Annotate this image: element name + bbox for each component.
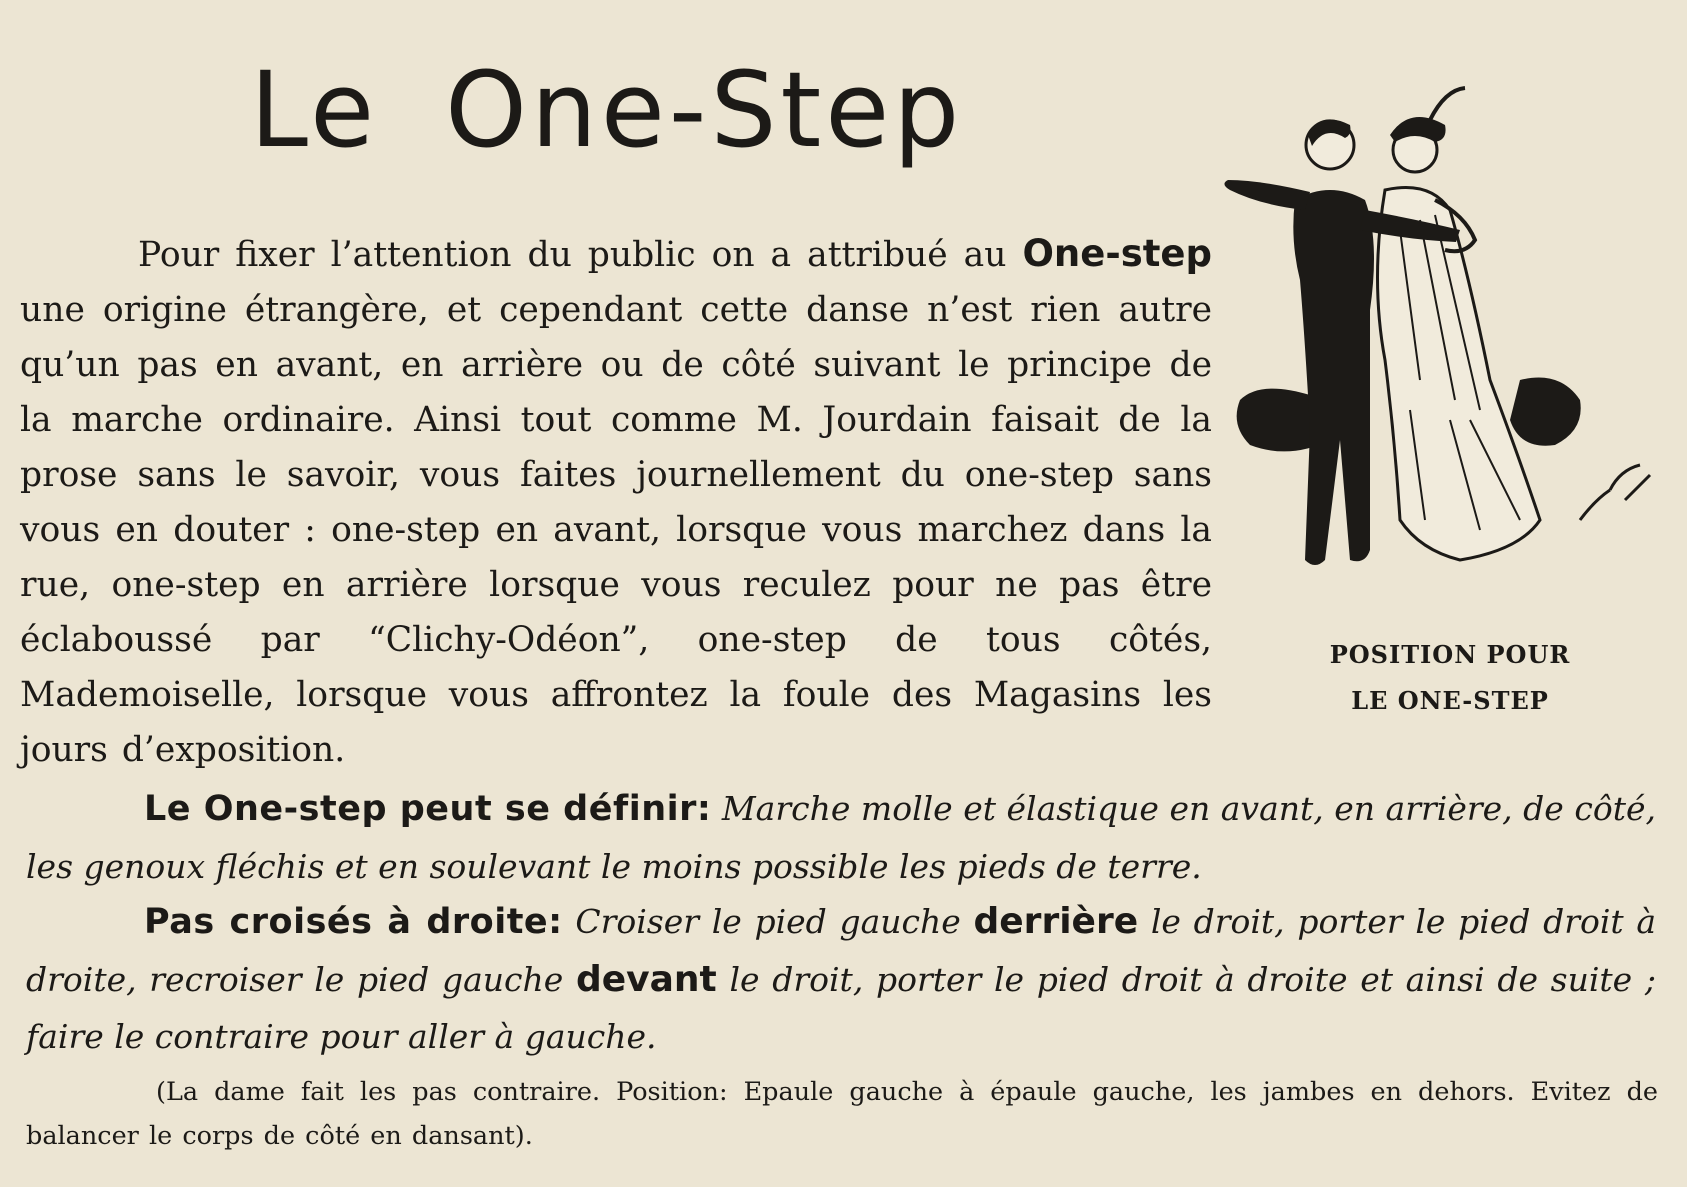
dancing-couple-illustration (1220, 80, 1660, 700)
crossed-steps-part-2: le droit, porter le pied droit à droite, recroiser le pied gauche (26, 902, 1657, 999)
definition-text: Marche molle et élastique en avant, en arrière, de côté, les genoux fléchis et en soulevant le moins possible les pieds de terre. (26, 789, 1656, 886)
intro-text-after: une origine étrangère, et cependant cette danse n’est rien autre qu’un pas en avant, en arrière ou de côté suivant le principe de la marche ordinaire. Ainsi tout comme M. Jourdain faisait de la prose sans le savoir, vous faites journellement du one-step sans vous en douter : one-step en avant, lorsque vous marchez dans la rue, one-step en arrière lorsque vous reculez pour ne pas être éclaboussé par “Clichy-Odéon”, one-step de tous côtés, Mademoiselle, lorsque vous affrontez la foule des Magasins les jours d’exposition. (20, 290, 1212, 770)
caption-line-1: POSITION POUR (1329, 640, 1571, 669)
crossed-steps-lead: Pas croisés à droite: (144, 902, 563, 942)
footnote: (La dame fait les pas contraire. Position: Epaule gauche à épaule gauche, les jambes en dehors. Evitez de balancer le corps de côté en dansant). (26, 1077, 1658, 1151)
crossed-steps-bold-1: derrière (973, 901, 1139, 942)
crossed-steps-bold-2: devant (575, 959, 717, 1000)
caption-line-2: LE ONE-STEP (1351, 686, 1549, 715)
figure-caption (1250, 632, 1650, 724)
definition-lead: Le One-step peut se définir: (144, 789, 712, 829)
crossed-steps-paragraph (26, 893, 1656, 1065)
definition-paragraph (26, 780, 1656, 895)
intro-text-before: Pour fixer l’attention du public on a attribué au (138, 235, 1007, 275)
crossed-steps-part-3: le droit, porter le pied droit à droite et ainsi de suite ; faire le contraire pour aller à gauche. (26, 960, 1656, 1056)
intro-paragraph (20, 226, 1212, 778)
page-title: Le One-Step (250, 49, 964, 171)
intro-lead-bold: One-step (1022, 232, 1212, 275)
crossed-steps-part-1: Croiser le pied gauche (575, 902, 961, 941)
